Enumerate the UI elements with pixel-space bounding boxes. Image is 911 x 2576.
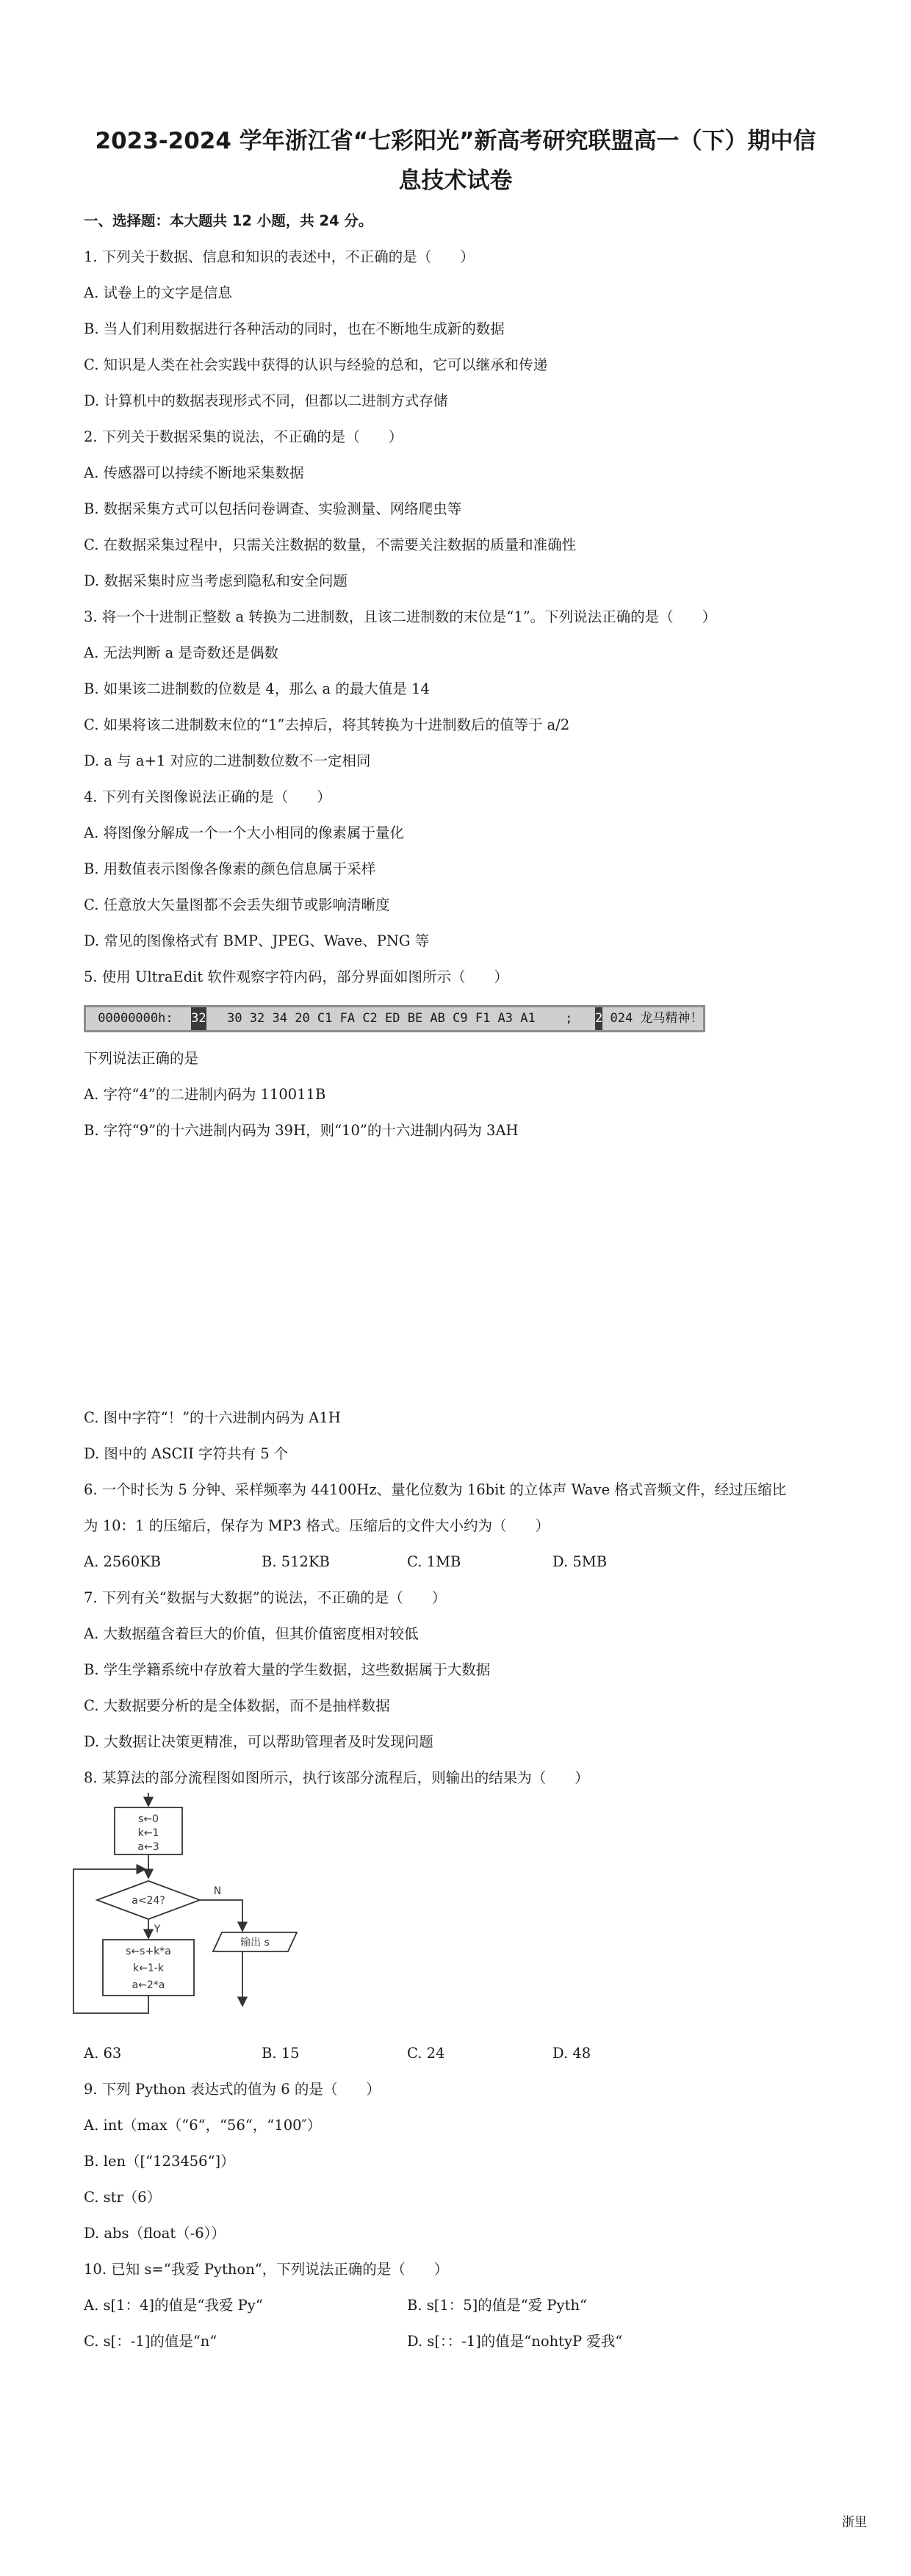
q4-option-c: C. 任意放大矢量图都不会丢失细节或影响清晰度 (84, 896, 390, 913)
condition-text: a<24? (132, 1895, 165, 1907)
q2-option-d: D. 数据采集时应当考虑到隐私和安全问题 (84, 572, 348, 589)
q3-option-c: C. 如果将该二进制数末位的“1”去掉后，将其转换为十进制数后的值等于 a/2 (84, 716, 570, 733)
hex-cursor-byte: 32 (191, 1007, 206, 1030)
condition-yes-label: Y (154, 1924, 161, 1935)
body-k-update: k←1-k (133, 1962, 164, 1974)
q2-option-c: C. 在数据采集过程中，只需关注数据的数量，不需要关注数据的质量和准确性 (84, 536, 577, 553)
exam-title-line2: 息技术试卷 (398, 168, 513, 194)
q5-option-c: C. 图中字符“！”的十六进制内码为 A1H (84, 1409, 341, 1426)
q9-option-c: C. str（6） (84, 2189, 162, 2206)
q2-stem: 2. 下列关于数据采集的说法，不正确的是（ ） (84, 428, 403, 445)
q1-option-b: B. 当人们利用数据进行各种活动的同时，也在不断地生成新的数据 (84, 320, 505, 337)
q4-option-a: A. 将图像分解成一个一个大小相同的像素属于量化 (84, 824, 404, 841)
exam-title-line1: 2023-2024 学年浙江省“七彩阳光”新高考研究联盟高一（下）期中信 (95, 128, 816, 154)
q8-option-c: C. 24 (407, 2045, 445, 2062)
q9-option-b: B. len（[“123456“]） (84, 2153, 235, 2170)
q6-stem-line1: 6. 一个时长为 5 分钟、采样频率为 44100Hz、量化位数为 16bit 的立体声 Wave 格式音频文件，经过压缩比 (84, 1481, 787, 1498)
hex-text-preview: 024 龙马精神！ (610, 1011, 703, 1026)
q7-option-a: A. 大数据蕴含着巨大的价值，但其价值密度相对较低 (84, 1625, 419, 1642)
q9-option-a: A. int（max（“6“，“56“，“100″） (84, 2117, 322, 2134)
q10-option-c: C. s[：-1]的值是“n“ (84, 2333, 217, 2350)
q1-option-d: D. 计算机中的数据表现形式不同，但都以二进制方式存储 (84, 392, 448, 409)
q5-stem: 5. 使用 UltraEdit 软件观察字符内码，部分界面如图所示（ ） (84, 968, 508, 985)
init-a: a←3 (137, 1841, 159, 1853)
q8-option-b: B. 15 (262, 2045, 300, 2062)
q6-stem-line2: 为 10：1 的压缩后，保存为 MP3 格式。压缩后的文件大小约为（ ） (84, 1517, 550, 1534)
condition-no-label: N (213, 1885, 222, 1897)
q3-option-d: D. a 与 a+1 对应的二进制数位数不一定相同 (84, 752, 371, 769)
q5-option-b: B. 字符“9”的十六进制内码为 39H，则“10”的十六进制内码为 3AH (84, 1122, 519, 1139)
q4-option-d: D. 常见的图像格式有 BMP、JPEG、Wave、PNG 等 (84, 932, 430, 949)
q6-option-c: C. 1MB (407, 1553, 461, 1570)
algorithm-flowchart (66, 1793, 316, 2028)
q8-option-a: A. 63 (84, 2045, 122, 2062)
q7-option-b: B. 学生学籍系统中存放着大量的学生数据，这些数据属于大数据 (84, 1661, 491, 1678)
q7-option-d: D. 大数据让决策更精准，可以帮助管理者及时发现问题 (84, 1733, 433, 1750)
q4-stem: 4. 下列有关图像说法正确的是（ ） (84, 788, 331, 805)
q1-option-a: A. 试卷上的文字是信息 (84, 284, 232, 301)
q1-option-c: C. 知识是人类在社会实践中获得的认识与经验的总和，它可以继承和传递 (84, 356, 548, 373)
ultraedit-hex-view (84, 1005, 705, 1032)
hex-bytes: 30 32 34 20 C1 FA C2 ED BE AB C9 F1 A3 A1 (227, 1011, 536, 1026)
q5-option-a: A. 字符“4”的二进制内码为 110011B (84, 1086, 326, 1103)
output-text: 输出 s (240, 1937, 270, 1949)
hex-offset: 00000000h: (98, 1011, 173, 1026)
q4-option-b: B. 用数值表示图像各像素的颜色信息属于采样 (84, 860, 376, 877)
q5-option-d: D. 图中的 ASCII 字符共有 5 个 (84, 1445, 289, 1462)
q6-option-a: A. 2560KB (84, 1553, 162, 1570)
q10-option-a: A. s[1：4]的值是“我爱 Py“ (84, 2297, 263, 2314)
page-footer: 浙里 (842, 2515, 867, 2530)
q8-stem: 8. 某算法的部分流程图如图所示，执行该部分流程后，则输出的结果为（ ） (84, 1769, 589, 1786)
q2-option-b: B. 数据采集方式可以包括问卷调查、实验测量、网络爬虫等 (84, 500, 462, 517)
q9-stem: 9. 下列 Python 表达式的值为 6 的是（ ） (84, 2081, 381, 2098)
hex-separator: ; (565, 1011, 573, 1026)
q2-option-a: A. 传感器可以持续不断地采集数据 (84, 464, 304, 481)
body-s-update: s←s+k*a (126, 1946, 171, 1957)
q7-stem: 7. 下列有关“数据与大数据”的说法，不正确的是（ ） (84, 1589, 447, 1606)
q3-option-b: B. 如果该二进制数的位数是 4，那么 a 的最大值是 14 (84, 680, 430, 697)
q10-option-d: D. s[：：-1]的值是“nohtyP 爱我“ (407, 2333, 623, 2350)
q7-option-c: C. 大数据要分析的是全体数据，而不是抽样数据 (84, 1697, 390, 1714)
q6-option-b: B. 512KB (262, 1553, 330, 1570)
q3-stem: 3. 将一个十进制正整数 a 转换为二进制数，且该二进制数的末位是“1”。下列说法正确的是（ ） (84, 608, 717, 625)
init-k: k←1 (137, 1827, 159, 1839)
q6-option-d: D. 5MB (552, 1553, 608, 1570)
flow-no-arrow (200, 1900, 242, 1931)
q8-option-d: D. 48 (552, 2045, 591, 2062)
q10-option-b: B. s[1：5]的值是“爱 Pyth“ (407, 2297, 587, 2314)
q5-intro: 下列说法正确的是 (84, 1050, 199, 1067)
text-cursor-char: 2 (595, 1007, 602, 1030)
q3-option-a: A. 无法判断 a 是奇数还是偶数 (84, 644, 279, 661)
q9-option-d: D. abs（float（-6）） (84, 2225, 226, 2242)
q1-stem: 1. 下列关于数据、信息和知识的表述中，不正确的是（ ） (84, 248, 475, 265)
body-a-update: a←2*a (132, 1979, 165, 1991)
q10-stem: 10. 已知 s=“我爱 Python“，下列说法正确的是（ ） (84, 2261, 449, 2278)
section-heading: 一、选择题：本大题共 12 小题，共 24 分。 (84, 212, 373, 229)
init-s: s←0 (138, 1813, 159, 1825)
